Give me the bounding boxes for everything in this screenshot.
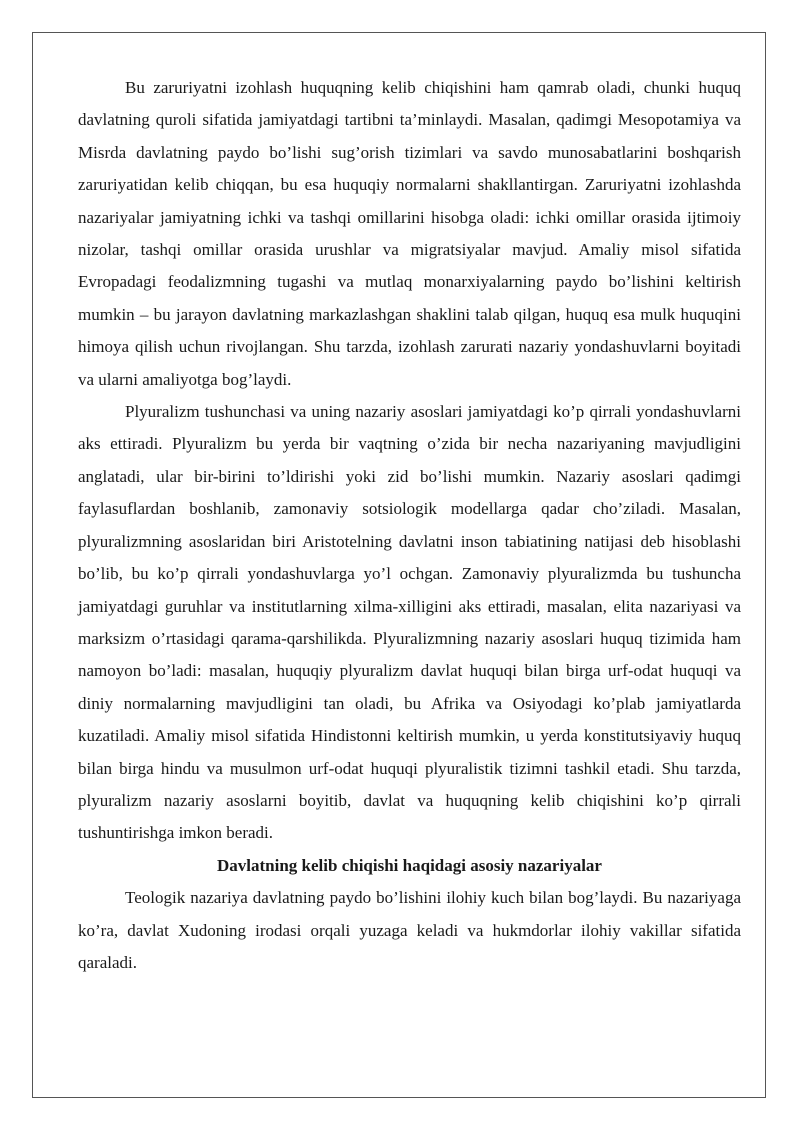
document-body bbox=[78, 72, 741, 979]
paragraph-theological: Teologik nazariya davlatning paydo bo’lishini ilohiy kuch bilan bog’laydi. Bu nazariyaga ko’ra, davlat Xudoning irodasi orqali yuzaga keladi va hukmdorlar ilohiy vakillar sifatida qaraladi. bbox=[78, 888, 741, 972]
section-heading: Davlatning kelib chiqishi haqidagi asosiy nazariyalar bbox=[217, 855, 602, 875]
paragraph-pluralism: Plyuralizm tushunchasi va uning nazariy asoslari jamiyatdagi ko’p qirrali yondashuvlarni aks ettiradi. Plyuralizm bu yerda bir vaqtning o’zida bir necha nazariyaning mavjudligini anglatadi, ular bir-birini to’ldirishi yoki zid bo’lishi mumkin. Nazariy asoslari qadimgi faylasuflardan boshlanib, zamonaviy sotsiologik modellarga qadar cho’ziladi. Masalan, plyuralizmning asoslaridan biri Aristotelning davlatni inson tabiatining natijasi deb hisoblashi bo’lib, bu ko’p qirrali yondashuvlarga yo’l ochgan. Zamonaviy plyuralizmda bu tushuncha jamiyatdagi guruhlar va institutlarning xilma-xilligini aks ettiradi, masalan, elita nazariyasi va marksizm o’rtasidagi qarama-qarshilikda. Plyuralizmning nazariy asoslari huquq tizimida ham namoyon bo’ladi: masalan, huquqiy plyuralizm davlat huquqi bilan birga urf-odat huquqi va diniy normalarning mavjudligini tan oladi, bu Afrika va Osiyodagi ko’plab jamiyatlarda kuzatiladi. Amaliy misol sifatida Hindistonni keltirish mumkin, u yerda konstitutsiyaviy huquq bilan birga hindu va musulmon urf-odat huquqi plyuralistik tizimni tashkil etadi. Shu tarzda, plyuralizm nazariy asoslarni boyitib, davlat va huquqning kelib chiqishini ko’p qirrali tushuntirishga imkon beradi. bbox=[78, 402, 741, 843]
paragraph-necessity: Bu zaruriyatni izohlash huquqning kelib chiqishini ham qamrab oladi, chunki huquq davlatning quroli sifatida jamiyatdagi tartibni ta’minlaydi. Masalan, qadimgi Mesopotamiya va Misrda davlatning paydo bo’lishi sug’orish tizimlari va savdo munosabatlarini boshqarish zaruriyatidan kelib chiqqan, bu esa huquqiy normalarni shakllantirgan. Zaruriyatni izohlashda nazariyalar jamiyatning ichki va tashqi omillarini hisobga oladi: ichki omillar orasida ijtimoiy nizolar, tashqi omillar orasida urushlar va migratsiyalar mavjud. Amaliy misol sifatida Evropadagi feodalizmning tugashi va mutlaq monarxiyalarning paydo bo’lishini keltirish mumkin – bu jarayon davlatning markazlashgan shaklini talab qilgan, huquq esa mulk huquqini himoya qilish uchun rivojlangan. Shu tarzda, izohlash zarurati nazariy yondashuvlarni boyitadi va ularni amaliyotga bog’laydi. bbox=[78, 78, 741, 389]
